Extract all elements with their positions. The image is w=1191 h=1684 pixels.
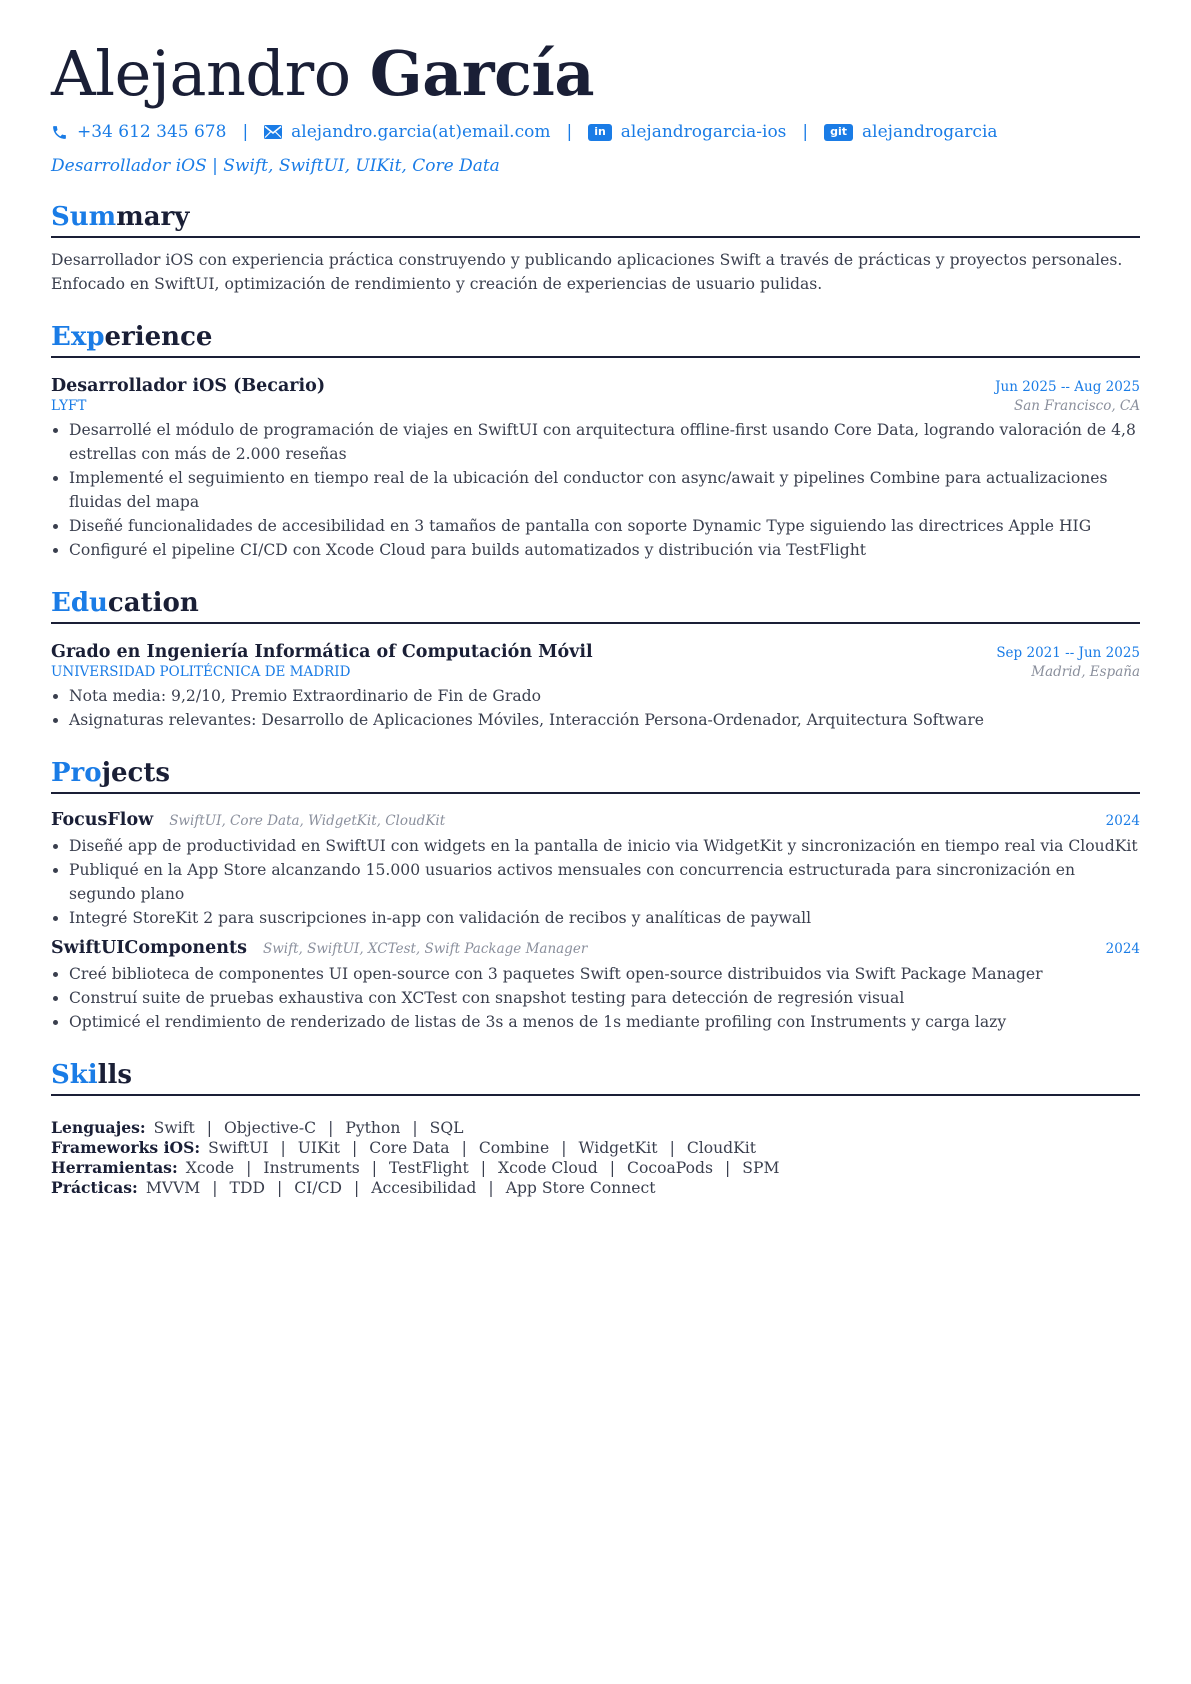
skill-separator: |: [371, 1159, 377, 1177]
skill-separator: |: [561, 1139, 567, 1157]
skills-list: [51, 1118, 1140, 1198]
skill-separator: |: [206, 1119, 212, 1137]
job-dates: Jun 2025 -- Aug 2025: [995, 379, 1140, 395]
section-title-experience: [51, 320, 1140, 358]
project-year: 2024: [1105, 941, 1140, 957]
skill-separator: |: [669, 1139, 675, 1157]
skill-row: [51, 1158, 1140, 1178]
job-location: San Francisco, CA: [1013, 398, 1140, 414]
project-tech: SwiftUI, Core Data, WidgetKit, CloudKit: [169, 813, 446, 829]
experience-bullets: [51, 418, 1140, 562]
project-name: FocusFlow: [51, 810, 154, 830]
degree-title: Grado en Ingeniería Informática of Computación Móvil: [51, 642, 593, 662]
list-item: • Publiqué en la App Store alcanzando 15.000 usuarios activos mensuales con concurrencia estructurada para sincronización en segundo plano: [69, 858, 1140, 906]
section-title-accent: Edu: [51, 588, 108, 618]
section-title-rest: erience: [104, 322, 213, 352]
section-title-rest: lls: [97, 1060, 133, 1090]
list-item: • Optimicé el rendimiento de renderizado de listas de 3s a menos de 1s mediante profiling con Instruments y carga lazy: [69, 1010, 1140, 1034]
skill-item: Swift: [153, 1119, 195, 1137]
section-title-accent: Sum: [51, 202, 117, 232]
university-name: UNIVERSIDAD POLITÉCNICA DE MADRID: [51, 664, 351, 680]
skill-separator: |: [354, 1179, 360, 1197]
candidate-name: [51, 38, 1140, 110]
skill-item: Combine: [478, 1139, 550, 1157]
section-title-skills: [51, 1058, 1140, 1096]
skill-item: Python: [345, 1119, 401, 1137]
section-title-education: [51, 586, 1140, 624]
skill-row: [51, 1138, 1140, 1158]
skill-item: Accesibilidad: [371, 1179, 477, 1197]
skill-separator: |: [412, 1119, 418, 1137]
project-name: SwiftUIComponents: [51, 938, 247, 958]
project-tech: Swift, SwiftUI, XCTest, Swift Package Manager: [262, 941, 588, 957]
company-name: LYFT: [51, 398, 87, 414]
phone-contact[interactable]: [51, 122, 226, 142]
section-title-summary: [51, 200, 1140, 238]
skill-item: TestFlight: [388, 1159, 469, 1177]
mail-icon: [264, 125, 282, 139]
skill-separator: |: [609, 1159, 616, 1177]
linkedin-contact[interactable]: [588, 122, 786, 142]
skill-separator: |: [280, 1139, 286, 1157]
skill-item: MVVM: [145, 1179, 201, 1197]
skill-item: SPM: [742, 1159, 780, 1177]
skill-separator: |: [351, 1139, 358, 1157]
email-address: alejandro.garcia(at)email.com: [291, 122, 551, 142]
github-contact[interactable]: [824, 122, 997, 142]
skill-item: CocoaPods: [627, 1159, 714, 1177]
skill-item: Instruments: [263, 1159, 360, 1177]
email-contact[interactable]: [264, 122, 550, 142]
section-title-accent: Ski: [51, 1060, 98, 1090]
section-title-projects: [51, 756, 1140, 794]
project-entry: [51, 938, 1140, 1034]
list-item: • Integré StoreKit 2 para suscripciones in-app con validación de recibos y analíticas de paywall: [69, 906, 1140, 930]
skill-item: SwiftUI: [208, 1139, 269, 1157]
section-title-rest: jects: [101, 758, 171, 788]
contact-separator: |: [802, 122, 809, 142]
git-icon: git: [824, 124, 853, 141]
skill-item: App Store Connect: [505, 1179, 656, 1197]
first-name: Alejandro: [51, 37, 351, 110]
list-item: • Nota media: 9,2/10, Premio Extraordinario de Fin de Grado: [69, 684, 1140, 708]
linkedin-icon: in: [588, 124, 612, 141]
list-item: • Asignaturas relevantes: Desarrollo de Aplicaciones Móviles, Interacción Persona-Ordenador, Arquitectura Software: [69, 708, 1140, 732]
linkedin-handle: alejandrogarcia-ios: [620, 122, 787, 142]
skill-item: CI/CD: [294, 1179, 342, 1197]
tagline: Desarrollador iOS | Swift, SwiftUI, UIKit, Core Data: [51, 156, 500, 176]
summary-text: Desarrollador iOS con experiencia práctica construyendo y publicando aplicaciones Swift a través de prácticas y proyectos personales. Enfocado en SwiftUI, optimización de rendimiento y creación de experiencias de usuario pulidas.: [51, 251, 1123, 293]
github-handle: alejandrogarcia: [862, 122, 998, 142]
contact-bar: [51, 122, 1140, 142]
skill-row: [51, 1178, 1140, 1198]
education-entry: [51, 642, 1140, 732]
skill-item: Objective-C: [224, 1119, 317, 1137]
skill-separator: |: [480, 1159, 487, 1177]
list-item: • Construí suite de pruebas exhaustiva con XCTest con snapshot testing para detección de regresión visual: [69, 986, 1140, 1010]
skill-separator: |: [461, 1139, 467, 1157]
education-location: Madrid, España: [1031, 664, 1140, 680]
section-title-rest: mary: [116, 202, 190, 232]
last-name: García: [369, 37, 595, 110]
skill-separator: |: [725, 1159, 731, 1177]
education-bullets: [51, 684, 1140, 732]
skill-item: Xcode Cloud: [498, 1159, 598, 1177]
skill-label: Prácticas:: [51, 1178, 138, 1197]
project-bullets: [51, 834, 1140, 930]
skill-label: Herramientas:: [51, 1158, 178, 1177]
education-dates: Sep 2021 -- Jun 2025: [996, 645, 1140, 661]
skill-label: Lenguajes:: [51, 1118, 146, 1137]
list-item: • Diseñé app de productividad en SwiftUI con widgets en la pantalla de inicio via WidgetKit y sincronización en tiempo real via CloudKit: [69, 834, 1140, 858]
skill-label: Frameworks iOS:: [51, 1138, 201, 1157]
section-title-accent: Exp: [51, 322, 105, 352]
section-title-rest: cation: [107, 588, 199, 618]
contact-separator: |: [242, 122, 249, 142]
phone-number: +34 612 345 678: [77, 122, 227, 142]
skill-separator: |: [246, 1159, 252, 1177]
job-title: Desarrollador iOS (Becario): [51, 376, 326, 396]
skill-separator: |: [276, 1179, 283, 1197]
project-bullets: [51, 962, 1140, 1034]
list-item: • Creé biblioteca de componentes UI open-source con 3 paquetes Swift open-source distribuidos via Swift Package Manager: [69, 962, 1140, 986]
skill-item: Xcode: [185, 1159, 235, 1177]
skill-item: Core Data: [369, 1139, 450, 1157]
phone-icon: [51, 124, 68, 141]
skill-item: CloudKit: [686, 1139, 757, 1157]
project-entry: [51, 810, 1140, 930]
skill-item: TDD: [229, 1179, 265, 1197]
skill-separator: |: [328, 1119, 334, 1137]
experience-entry: [51, 376, 1140, 562]
skill-item: WidgetKit: [578, 1139, 658, 1157]
skill-separator: |: [212, 1179, 218, 1197]
list-item: • Diseñé funcionalidades de accesibilidad en 3 tamaños de pantalla con soporte Dynamic Type siguiendo las directrices Apple HIG: [69, 514, 1140, 538]
skill-separator: |: [488, 1179, 494, 1197]
skill-row: [51, 1118, 1140, 1138]
skill-item: SQL: [429, 1119, 464, 1137]
contact-separator: |: [566, 122, 573, 142]
list-item: • Implementé el seguimiento en tiempo real de la ubicación del conductor con async/await y pipelines Combine para actualizaciones fluidas del mapa: [69, 466, 1140, 514]
section-title-accent: Pro: [51, 758, 102, 788]
list-item: • Desarrollé el módulo de programación de viajes en SwiftUI con arquitectura offline-first usando Core Data, logrando valoración de 4,8 estrellas con más de 2.000 reseñas: [69, 418, 1140, 466]
skill-item: UIKit: [297, 1139, 340, 1157]
list-item: • Configuré el pipeline CI/CD con Xcode Cloud para builds automatizados y distribución via TestFlight: [69, 538, 1140, 562]
project-year: 2024: [1105, 813, 1140, 829]
